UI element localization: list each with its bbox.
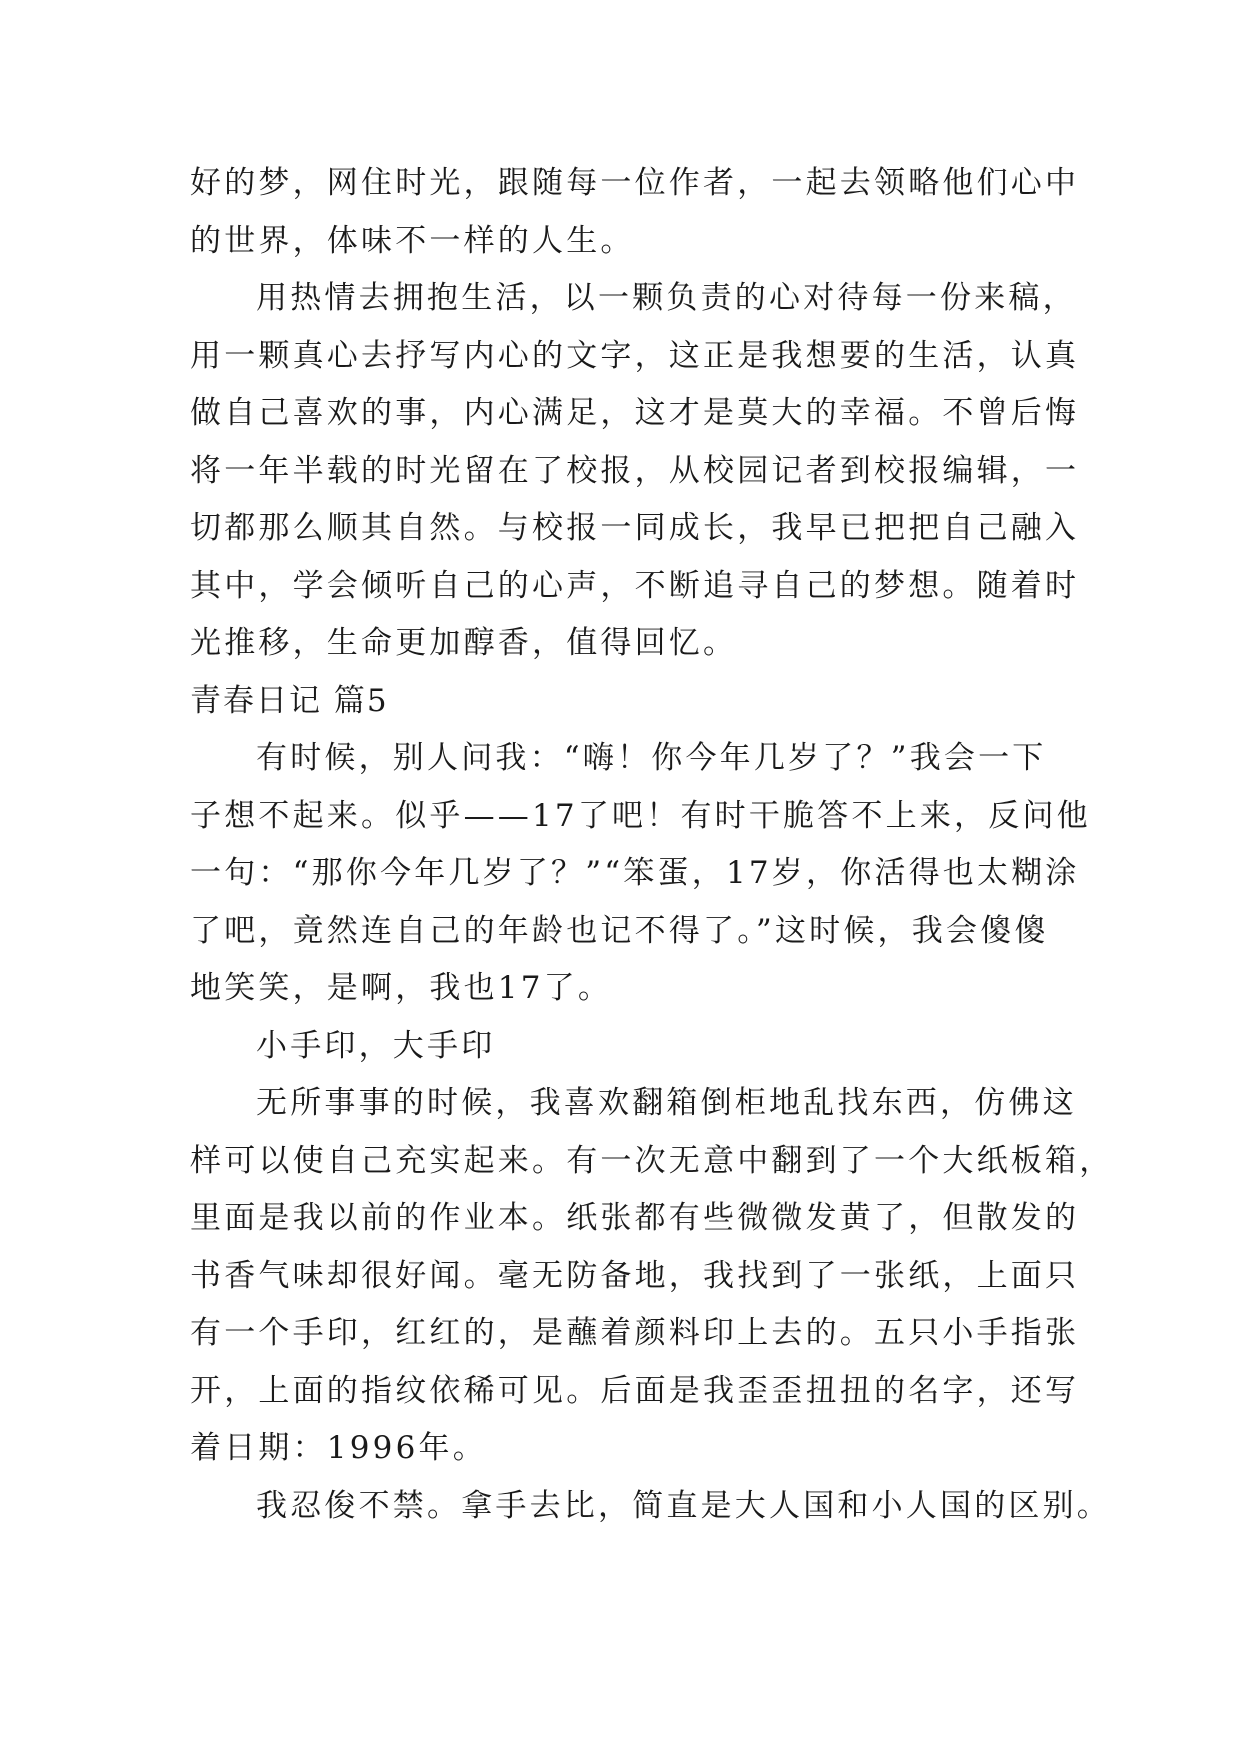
text-line: 开，上面的指纹依稀可见。后面是我歪歪扭扭的名字，还写 [190,1372,1080,1409]
text-line: 好的梦，网住时光，跟随每一位作者，一起去领略他们心中 [190,165,1080,201]
text-line: 将一年半载的时光留在了校报，从校园记者到校报编辑，一 [190,452,1080,489]
paragraph-1 [190,155,1080,270]
document-body [190,155,1114,1535]
text-line: 其中，学会倾听自己的心声，不断追寻自己的梦想。随着时 [190,567,1080,604]
text-line: 里面是我以前的作业本。纸张都有些微微发黄了，但散发的 [190,1200,1080,1236]
text-line: 我忍俊不禁。拿手去比，简直是大人国和小人国的区别。 [256,1487,1111,1524]
paragraph-2 [190,270,1080,673]
text-line: 一句：“那你今年几岁了？”“笨蛋，17岁，你活得也太糊涂 [190,855,1080,891]
text-line: 无所事事的时候，我喜欢翻箱倒柜地乱找东西，仿佛这 [256,1085,1077,1121]
text-line: 用热情去拥抱生活，以一颗负责的心对待每一份来稿， [256,280,1077,316]
text-line: 用一颗真心去抒写内心的文字，这正是我想要的生活，认真 [190,337,1080,374]
text-line: 子想不起来。似乎——17了吧！有时干脆答不上来，反问他 [190,797,1091,834]
text-line: 样可以使自己充实起来。有一次无意中翻到了一个大纸板箱， [190,1142,1114,1179]
paragraph-4 [190,1075,1114,1478]
text-line: 了吧，竟然连自己的年龄也记不得了。”这时候，我会傻傻 [190,912,1049,949]
section-heading: 青春日记 篇5 [190,682,389,719]
text-line: 切都那么顺其自然。与校报一同成长，我早已把把自己融入 [190,510,1080,546]
text-line: 有一个手印，红红的，是蘸着颜料印上去的。五只小手指张 [190,1315,1080,1351]
text-line: 做自己喜欢的事，内心满足，这才是莫大的幸福。不曾后悔 [190,395,1080,431]
text-line: 的世界，体味不一样的人生。 [190,222,635,259]
text-line: 着日期：1996年。 [190,1430,487,1466]
text-line: 有时候，别人问我：“嗨！你今年几岁了？”我会一下 [256,740,1047,776]
paragraph-5 [190,1478,1111,1536]
paragraph-3 [190,730,1091,1018]
text-line: 地笑笑，是啊，我也17了。 [190,970,613,1006]
subheading: 小手印，大手印 [256,1027,496,1064]
text-line: 书香气味却很好闻。毫无防备地，我找到了一张纸，上面只 [190,1257,1080,1294]
text-line: 光推移，生命更加醇香，值得回忆。 [190,625,738,661]
